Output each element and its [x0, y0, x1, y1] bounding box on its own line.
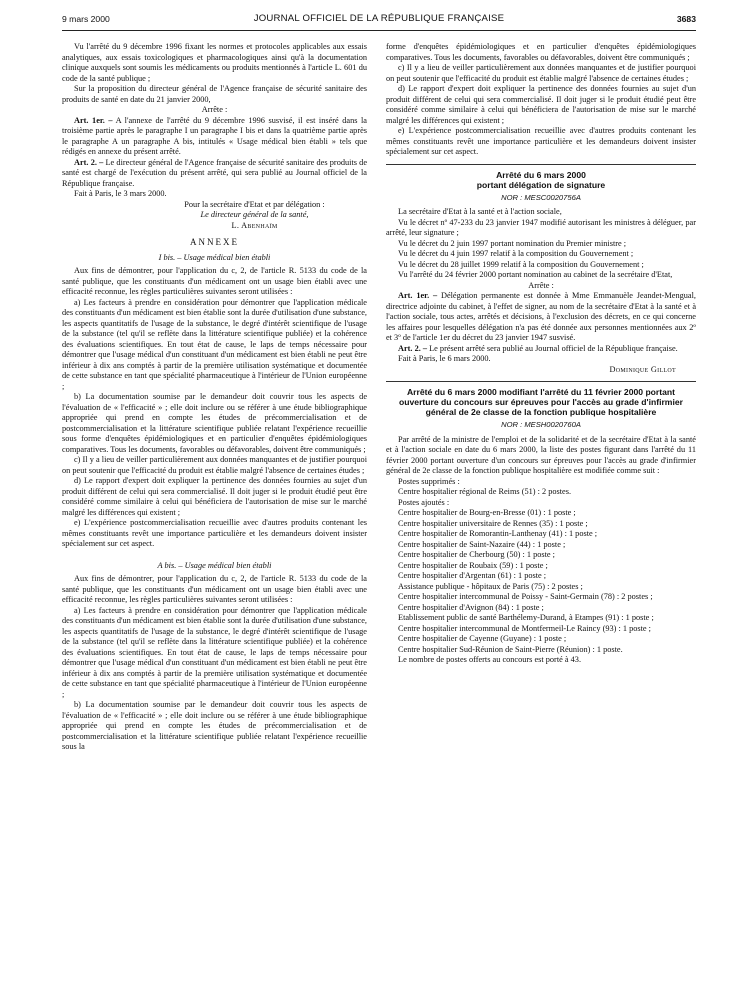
section-heading: I bis. – Usage médical bien établi — [158, 252, 271, 262]
decree-title — [386, 170, 696, 190]
signature-line: Le directeur général de la santé, — [200, 210, 309, 219]
paragraph: La secrétaire d'Etat à la santé et à l'action sociale, — [398, 207, 562, 216]
list-item: Assistance publique - hôpitaux de Paris (75) : 2 postes ; — [398, 581, 583, 591]
article-label: Art. 1er. – — [74, 115, 113, 125]
paragraph: d) Le rapport d'expert doit expliquer la pertinence des données fournies au sujet d'un produit différent de celui qui sera commercialisé. Il doit juger si le produit étudié peut être considéré comme similaire à celui qui bénéficiera de l'autorisation de mise sur le marché malgré les différences qui existent ; — [386, 84, 696, 125]
paragraph: Aux fins de démontrer, pour l'application du c, 2, de l'article R. 5133 du code de la santé publique, que les constituants d'un médicament ont un usage bien établi avec une efficacité reconnue, les règles particulières suivantes seront utilisées : — [62, 574, 367, 604]
list-item: Centre hospitalier de Cayenne (Guyane) : 1 poste ; — [398, 634, 567, 643]
list-heading: Postes ajoutés : — [398, 497, 450, 507]
paragraph: a) Les facteurs à prendre en considération pour démontrer que l'application médicale des constituants d'un médicament est bien établie sont la durée d'utilisation d'une substance, les aspects quantitatifs de l'usage de la substance, le degré d'intérêt scientifique de l'usage de la substance (tel qu'il se reflète dans la littérature scientifique publiée) et la cohérence des évaluations scientifiques. En tout état de cause, le laps de temps nécessaire pour démontrer que l'usage médical d'un constituant d'un médicament est bien établi ne peut être inférieur à dix ans comptés à partir de la première utilisation systématique et documentée de cette substance en tant que spécialité pharmaceutique à l'intérieur de l'Union européenne ; — [62, 605, 367, 699]
paragraph: Le nombre de postes offerts au concours est porté à 43. — [398, 655, 582, 664]
paragraph: Vu l'arrêté du 24 février 2000 portant nomination au cabinet de la secrétaire d'Etat, — [398, 270, 673, 279]
signatory: L. Abenhaïm — [231, 220, 278, 230]
paragraph: c) Il y a lieu de veiller particulièrement aux données manquantes et de justifier pourquoi on peut soutenir que l'efficacité du produit est établie malgré l'absence de certaines études ; — [62, 455, 367, 475]
paragraph: Vu le décret du 28 juillet 1999 relatif à la composition du Gouvernement ; — [398, 259, 644, 269]
list-item: Centre hospitalier d'Argentan (61) : 1 poste ; — [398, 571, 547, 580]
section-divider — [386, 164, 696, 165]
signature-date: Fait à Paris, le 6 mars 2000. — [398, 354, 491, 363]
signatory: Dominique Gillot — [609, 364, 676, 374]
list-item: Centre hospitalier intercommunal de Poissy - Saint-Germain (78) : 2 postes ; — [398, 592, 653, 601]
paragraph: e) L'expérience postcommercialisation recueillie avec d'autres produits contenant les mêmes constituants revêt une importance particulière et les demandeurs doivent insister spécialement sur cet aspect. — [62, 518, 367, 548]
article-text: Le présent arrêté sera publié au Journal officiel de la République française. — [429, 343, 678, 353]
page-header — [62, 12, 696, 28]
list-item: Centre hospitalier intercommunal de Montfermeil-Le Raincy (93) : 1 poste ; — [398, 623, 651, 633]
article-2 — [62, 158, 367, 190]
list-item: Centre hospitalier de Cherbourg (50) : 1 poste ; — [398, 550, 555, 559]
article-text: Délégation permanente est donnée à Mme Emmanuèle Jeandet-Mengual, directrice adjointe du cabinet, à l'effet de signer, au nom de la secrétaire d'Etat à la santé et à l'action sociale, tous actes, arrêtés et décisions, à l'exclusion des décrets, en ce qui concerne les affaires pour lesquelles délégation n'a pas été donnée aux personnes mentionnées aux 2º et 3º de l'article 1er du décret du 23 janvier 1947 susvisé. — [386, 291, 696, 342]
decree-title-line: portant délégation de signature — [476, 179, 606, 190]
section-divider — [386, 381, 696, 382]
list-item: Centre hospitalier Sud-Réunion de Saint-Pierre (Réunion) : 1 poste. — [398, 644, 623, 654]
signature-line: Pour la secrétaire d'Etat et par délégation : — [184, 199, 325, 209]
list-item: Centre hospitalier de Romorantin-Lanthenay (41) : 1 poste ; — [398, 529, 598, 538]
article-label: Art. 2. – — [398, 343, 428, 353]
annexe-title: ANNEXE — [190, 237, 239, 247]
paragraph: Vu le décret du 4 juin 1997 relatif à la composition du Gouvernement ; — [398, 249, 634, 258]
decree-title: Arrêté du 6 mars 2000 modifiant l'arrêté du 11 février 2000 portant ouverture du concours sur épreuves pour l'accès au grade d'infirmier général de 2e classe de la fonction publique hospitalière — [399, 387, 683, 417]
decree-title-line: Arrêté du 6 mars 2000 — [496, 169, 586, 180]
article-label: Art. 1er. – — [398, 291, 438, 300]
list-item: Centre hospitalier de Bourg-en-Bresse (01) : 1 poste ; — [398, 508, 576, 517]
paragraph: Vu le décret nº 47-233 du 23 janvier 1947 modifié autorisant les ministres à déléguer, par arrêté, leur signature ; — [386, 217, 696, 237]
added-posts-list — [386, 508, 696, 655]
paragraph: Vu le décret du 2 juin 1997 portant nomination du Premier ministre ; — [398, 238, 627, 248]
list-item: Centre hospitalier universitaire de Rennes (35) : 1 poste ; — [398, 518, 588, 528]
paragraph: b) La documentation soumise par le demandeur doit couvrir tous les aspects de l'évaluation de « l'efficacité » ; elle doit inclure ou se référer à une étude bibliographique appropriée qui prend en compte les études de précommercialisation et de postcommercialisation et la littérature scientifique publiée relatant l'expérience recueillie sous la — [62, 700, 367, 751]
nor-reference — [386, 193, 696, 204]
nor-reference — [386, 420, 696, 431]
right-column — [386, 42, 696, 666]
article-label: Art. 2. – — [74, 157, 104, 167]
journal-title: JOURNAL OFFICIEL DE LA RÉPUBLIQUE FRANÇAISE — [253, 13, 505, 24]
signature-date: Fait à Paris, le 3 mars 2000. — [74, 189, 167, 198]
section-heading: A bis. – Usage médical bien établi — [157, 560, 272, 570]
paragraph: d) Le rapport d'expert doit expliquer la pertinence des données fournies au sujet d'un produit différent de celui qui sera commercialisé. Il doit juger si le produit étudié peut être considéré comme similaire à celui qui bénéficiera de l'autorisation de mise sur le marché malgré les différences qui existent ; — [62, 476, 367, 517]
list-item: Centre hospitalier de Saint-Nazaire (44) : 1 poste ; — [398, 539, 566, 549]
list-heading: Postes supprimés : — [398, 476, 460, 486]
arrete-heading: Arrête : — [201, 105, 228, 114]
list-item: Centre hospitalier régional de Reims (51) : 2 postes. — [398, 487, 572, 496]
paragraph: c) Il y a lieu de veiller particulièrement aux données manquantes et de justifier pourquoi on peut soutenir que l'efficacité du produit est établie malgré l'absence de certaines études ; — [386, 63, 696, 83]
issue-date: 9 mars 2000 — [62, 14, 110, 24]
list-item: Centre hospitalier de Roubaix (59) : 1 poste ; — [398, 560, 548, 570]
paragraph: b) La documentation soumise par le demandeur doit couvrir tous les aspects de l'évaluation de « l'efficacité » ; elle doit inclure ou se référer à une étude bibliographique appropriée qui prend en compte les études de précommercialisation et de postcommercialisation et la littérature scientifique publiée relatant l'expérience recueillie sous forme d'enquêtes épidémiologiques et en particulier d'enquêtes épidémiologiques comparatives. Tous les documents, favorables ou défavorables, doivent être communiqués ; — [62, 392, 367, 454]
article-2 — [386, 344, 696, 355]
nor-code: NOR : MESH0020760A — [501, 420, 581, 429]
article-1 — [386, 291, 696, 344]
paragraph: a) Les facteurs à prendre en considération pour démontrer que l'application médicale des constituants d'un médicament est bien établie sont la durée d'utilisation d'une substance, les aspects quantitatifs de l'usage de la substance, le degré d'intérêt scientifique de l'usage de la substance (tel qu'il se reflète dans la littérature scientifique publiée) et la cohérence des évaluations scientifiques. En tout état de cause, le laps de temps nécessaire pour démontrer que l'usage médical d'un constituant d'un médicament est bien établi ne peut être inférieur à dix ans comptés à partir de la première utilisation systématique et documentée de cette substance en tant que spécialité pharmaceutique à l'intérieur de l'Union européenne ; — [62, 297, 367, 391]
nor-code: NOR : MESC0020756A — [501, 192, 581, 202]
list-item: Centre hospitalier d'Avignon (84) : 1 poste ; — [398, 602, 544, 612]
paragraph: Par arrêté de la ministre de l'emploi et de la solidarité et de la secrétaire d'Etat à la santé et à l'action sociale en date du 6 mars 2000, la liste des postes figurant dans l'arrêté du 11 février 2000 portant ouverture d'un concours sur épreuves pour l'accès au grade d'infirmier général de 2e classe de la fonction publique hospitalière est modifiée comme suit : — [386, 434, 696, 475]
article-1 — [62, 116, 367, 158]
header-rule — [62, 30, 696, 31]
paragraph: Vu l'arrêté du 9 décembre 1996 fixant les normes et protocoles applicables aux essais analytiques, aux essais toxicologiques et pharmacologiques ainsi qu'à la documentation clinique auxquels sont soumis les médicaments ou produits mentionnés à l'article L. 601 du code de la santé publique ; — [62, 42, 367, 83]
paragraph: forme d'enquêtes épidémiologiques et en particulier d'enquêtes épidémiologiques comparatives. Tous les documents, favorables ou défavorables, doivent être communiqués ; — [386, 42, 696, 62]
paragraph: Aux fins de démontrer, pour l'application du c, 2, de l'article R. 5133 du code de la santé publique, que les constituants d'un médicament ont un usage bien établi avec une efficacité reconnue, les règles particulières suivantes seront utilisées : — [62, 266, 367, 296]
left-column — [62, 42, 367, 753]
list-item: Etablissement public de santé Barthélemy-Durand, à Etampes (91) : 1 poste ; — [398, 613, 654, 622]
article-text: Le directeur général de l'Agence française de sécurité sanitaire des produits de santé est chargé de l'exécution du présent arrêté, qui sera publié au Journal officiel de la République française. — [62, 157, 368, 188]
arrete-heading: Arrête : — [528, 280, 554, 290]
article-text: A l'annexe de l'arrêté du 9 décembre 1996 susvisé, il est inséré dans la troisième partie après le paragraphe I un paragraphe I bis et dans la quatrième partie après le paragraphe A un paragraphe A bis, intitulés « Usage médical bien établi » tels que rédigés en annexe du présent arrêté. — [62, 115, 367, 156]
paragraph: Sur la proposition du directeur général de l'Agence française de sécurité sanitaire des produits de santé en date du 21 janvier 2000, — [62, 84, 367, 104]
paragraph: e) L'expérience postcommercialisation recueillie avec d'autres produits contenant les mêmes constituants revêt une importance particulière et les demandeurs doivent insister spécialement sur cet aspect. — [386, 126, 696, 156]
page-number: 3683 — [676, 14, 696, 24]
